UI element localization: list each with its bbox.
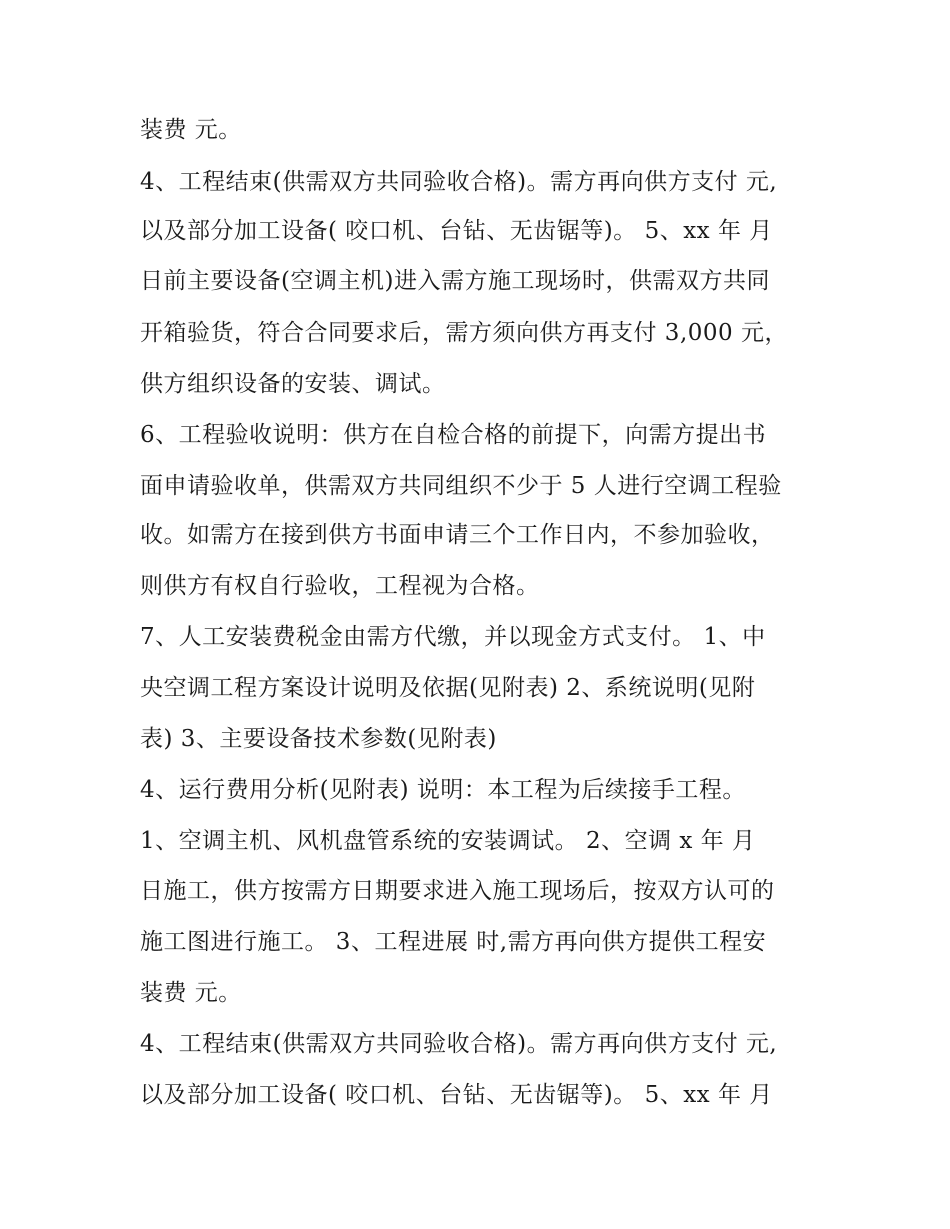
text-line: 收。如需方在接到供方书面申请三个工作日内，不参加验收， <box>140 522 775 548</box>
text-line: 面申请验收单，供需双方共同组织不少于 5 人进行空调工程验 <box>140 473 782 499</box>
text-line: 日前主要设备(空调主机)进入需方施工现场时，供需双方共同 <box>140 268 770 294</box>
text-line: 开箱验货，符合合同要求后，需方须向供方再支付 3,000 元， <box>140 320 788 346</box>
text-line: 供方组织设备的安装、调试。 <box>140 371 446 397</box>
text-line: 表) 3、主要设备技术参数(见附表) <box>140 726 497 752</box>
text-line: 1、空调主机、风机盘管系统的安装调试。 2、空调 x 年 月 <box>140 828 756 854</box>
text-line: 装费 元。 <box>140 117 242 143</box>
text-line: 施工图进行施工。 3、工程进展 时,需方再向供方提供工程安 <box>140 929 767 955</box>
text-line: 央空调工程方案设计说明及依据(见附表) 2、系统说明(见附 <box>140 675 756 701</box>
text-line: 日施工，供方按需方日期要求进入施工现场后，按双方认可的 <box>140 878 775 904</box>
text-line: 4、工程结束(供需双方共同验收合格)。需方再向供方支付 元, <box>140 169 778 195</box>
text-line: 以及部分加工设备( 咬口机、台钻、无齿锯等)。 5、xx 年 月 <box>140 218 773 244</box>
text-line: 4、运行费用分析(见附表) 说明：本工程为后续接手工程。 <box>140 777 746 803</box>
text-line: 装费 元。 <box>140 980 242 1006</box>
text-line: 以及部分加工设备( 咬口机、台钻、无齿锯等)。 5、xx 年 月 <box>140 1082 773 1108</box>
text-line: 则供方有权自行验收，工程视为合格。 <box>140 573 540 599</box>
text-line: 6、工程验收说明：供方在自检合格的前提下，向需方提出书 <box>140 422 767 448</box>
text-line: 7、人工安装费税金由需方代缴，并以现金方式支付。 1、中 <box>140 624 766 650</box>
text-line: 4、工程结束(供需双方共同验收合格)。需方再向供方支付 元, <box>140 1031 778 1057</box>
